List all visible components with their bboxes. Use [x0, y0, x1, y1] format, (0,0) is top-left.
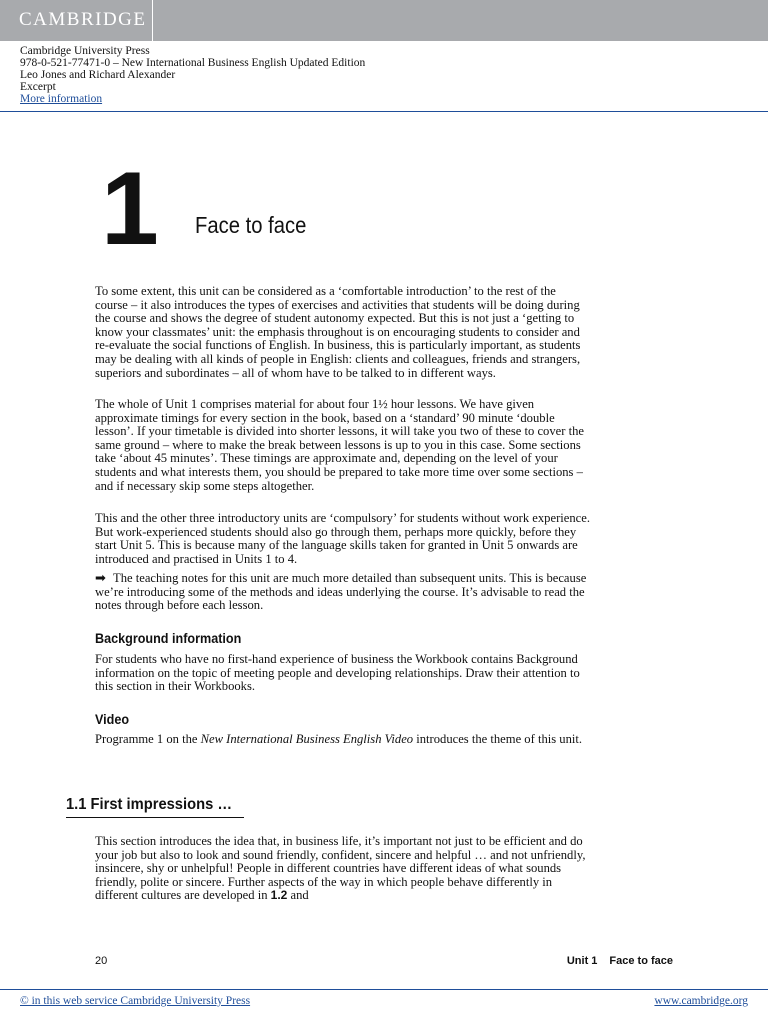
page-number: 20: [95, 955, 108, 967]
website-link[interactable]: www.cambridge.org: [654, 995, 748, 1007]
teaching-notes-text: The teaching notes for this unit are much more detailed than subsequent units. This is because we’re introducing some of the methods and ideas underlying the course. It’s advisable to read the notes through before each lesson.: [95, 571, 587, 613]
teaching-notes-paragraph: [95, 572, 590, 613]
header-divider: [0, 111, 768, 112]
isbn-title: 978-0-521-77471-0 – New International Business English Updated Edition: [20, 57, 366, 69]
brand-text: CAMBRIDGE: [19, 9, 147, 30]
header-bar: [0, 0, 768, 41]
video-heading: Video: [95, 711, 130, 727]
video-title: New International Business English Video: [200, 732, 414, 746]
video-text-start: Programme 1 on the: [95, 732, 201, 746]
running-unit: Unit 1: [566, 955, 598, 967]
background-paragraph: For students who have no first-hand experience of business the Workbook contains Background information on the topic of meeting people and developing relationships. Draw their attention to this section in their Workbooks.: [95, 652, 580, 694]
section-text: This section introduces the idea that, in business life, it’s important not just to be efficient and do your job but also to look and sound friendly, confident, sincere and helpful … and not unfriendly, insincere, shy or unhelpful! People in different countries have different ideas of what sounds friendly, polite or sincere. Further aspects of the way in which people behave differently in different cultures are developed in: [95, 834, 586, 903]
chapter-title: Face to face: [195, 212, 307, 238]
compulsory-paragraph: This and the other three introductory units are ‘compulsory’ for students without work experience. But work-experienced students should also go through them, perhaps more quickly, before they start Unit 5. This is because many of the language skills taken for granted in Unit 5 onwards are introduced and practised in Units 1 to 4.: [95, 511, 590, 566]
excerpt-label: Excerpt: [20, 81, 56, 93]
section-heading-underline: [66, 817, 244, 818]
video-paragraph: [95, 733, 590, 747]
book-metadata: [20, 45, 365, 105]
running-head: [567, 955, 673, 967]
section-text-end: and: [287, 888, 309, 903]
section-paragraph: [95, 835, 590, 903]
publisher: Cambridge University Press: [20, 45, 150, 57]
cambridge-logo[interactable]: [0, 0, 153, 41]
copyright-link[interactable]: © in this web service Cambridge University Press: [20, 995, 251, 1007]
timing-paragraph: The whole of Unit 1 comprises material for about four 1½ hour lessons. We have given approximate timings for every section in the book, based on a ‘standard’ 90 minute ‘double lesson’. If your timetable is divided into shorter lessons, it will take you two of these to cover the same ground – where to make the break between lessons is up to you in this case. Some sections take ‘about 45 minutes’. These timings are approximate and, depending on the level of your students and what interests them, you should be prepared to take more time over some sections – and if necessary skip some steps altogether.: [95, 397, 584, 493]
authors: Leo Jones and Richard Alexander: [20, 69, 176, 81]
running-title: Face to face: [609, 955, 673, 967]
arrow-right-icon: ➡: [95, 571, 106, 586]
more-information-link[interactable]: More information: [20, 93, 103, 105]
chapter-number: 1: [101, 151, 157, 267]
section-reference: 1.2: [270, 888, 288, 903]
background-heading: Background information: [95, 630, 242, 646]
section-heading: 1.1 First impressions …: [66, 796, 233, 813]
intro-paragraph: To some extent, this unit can be considered as a ‘comfortable introduction’ to the rest of the course – it also introduces the types of exercises and activities that students will be doing during the course and shows the degree of student autonomy expected. But this is not just a ‘getting to know your classmates’ unit: the emphasis throughout is on encouraging students to consider and re-evaluate the social functions of English. In business, this is particularly important, as students may be dealing with all kinds of people in English: clients and colleagues, friends and strangers, superiors and subordinates – all of whom have to be talked to in different ways.: [95, 284, 581, 380]
video-text-end: introduces the theme of this unit.: [413, 732, 583, 746]
footer-divider: [0, 989, 768, 990]
